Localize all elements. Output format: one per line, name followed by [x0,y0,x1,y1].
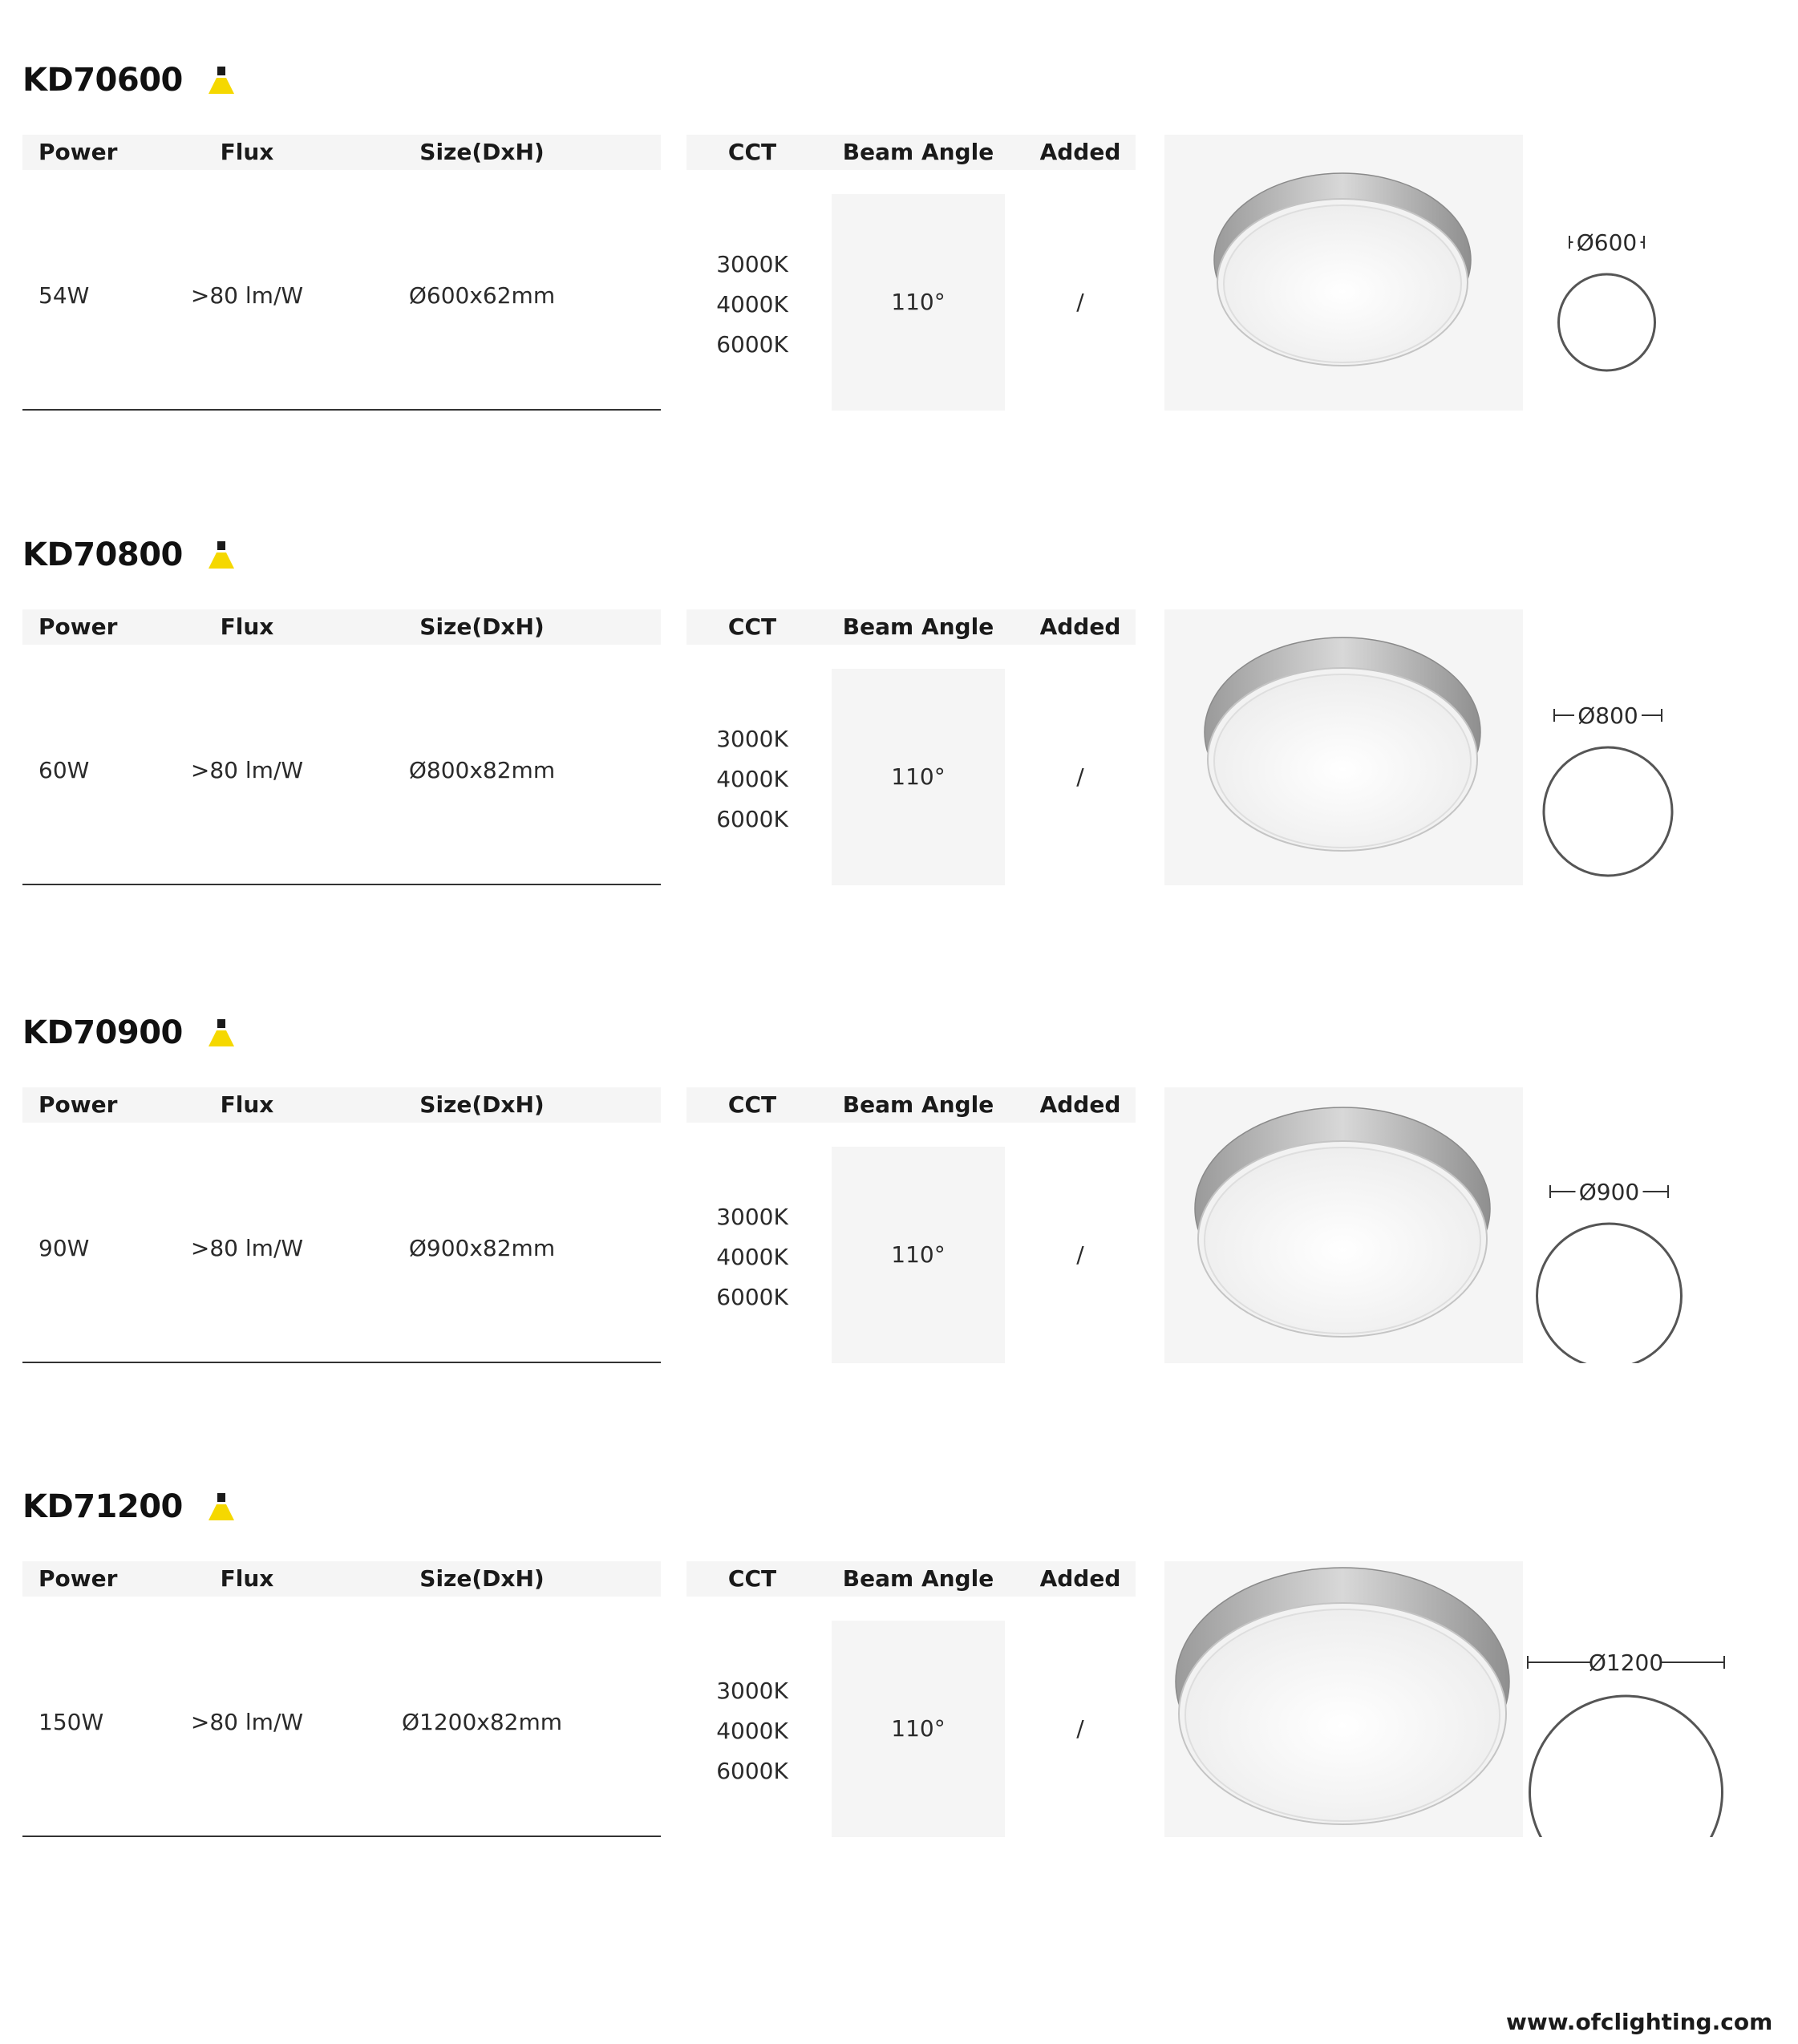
product-photo [1164,1561,1523,1837]
spec-header-right [686,1087,1136,1123]
column-header-added: Added [1039,613,1121,640]
added-value: / [1076,289,1084,315]
added-value: / [1076,1715,1084,1742]
cct-value: 3000K [716,1204,788,1230]
product-section [0,953,1798,1370]
cct-value: 6000K [716,331,788,358]
cct-list [686,245,818,365]
beam-angle-value: 110° [891,289,946,315]
cct-value: 6000K [716,806,788,832]
size-value: Ø1200x82mm [401,1709,563,1735]
column-header-beam-angle: Beam Angle [842,139,994,165]
size-value: Ø900x82mm [408,1235,556,1261]
cct-value: 6000K [716,1284,788,1310]
product-title-row [22,56,236,104]
product-photo [1164,1087,1523,1363]
column-header-size: Size(DxH) [419,1565,545,1592]
table-rule [22,884,661,885]
column-header-cct: CCT [727,1565,777,1592]
added-value: / [1076,763,1084,790]
ceiling-lamp-icon [207,541,236,569]
ceiling-lamp-icon [207,1019,236,1046]
dimension-svg [1524,1561,1798,1837]
cct-value: 4000K [716,1244,788,1270]
column-header-flux: Flux [220,1091,274,1118]
product-photo [1164,135,1523,411]
column-header-beam-angle: Beam Angle [842,1091,994,1118]
model-number: KD71200 [22,1488,183,1525]
diameter-label: Ø1200 [1588,1649,1664,1676]
beam-angle-value: 110° [891,1241,946,1268]
column-header-flux: Flux [220,1565,274,1592]
column-header-cct: CCT [727,139,777,165]
product-photo [1164,609,1523,885]
added-value: / [1076,1241,1084,1268]
model-number: KD70900 [22,1014,183,1051]
column-header-beam-angle: Beam Angle [842,613,994,640]
spec-header-left [22,609,661,645]
power-value: 90W [38,1235,90,1261]
dimension-drawing [1524,1561,1798,1837]
website-footer: www.ofclighting.com [1506,2009,1773,2035]
cct-list [686,1671,818,1791]
column-header-size: Size(DxH) [419,1091,545,1118]
beam-angle-value: 110° [891,763,946,790]
column-header-size: Size(DxH) [419,139,545,165]
flux-value: >80 lm/W [190,1709,304,1735]
diameter-label: Ø900 [1578,1179,1640,1205]
column-header-added: Added [1039,139,1121,165]
dimension-svg [1524,135,1798,411]
cct-value: 4000K [716,766,788,792]
spec-header-right [686,135,1136,170]
cct-value: 4000K [716,291,788,318]
power-value: 150W [38,1709,104,1735]
spec-header-left [22,1561,661,1597]
cct-value: 3000K [716,1678,788,1704]
column-header-beam-angle: Beam Angle [842,1565,994,1592]
diameter-label: Ø600 [1576,229,1638,256]
flux-value: >80 lm/W [190,282,304,309]
ceiling-lamp-icon [207,67,236,94]
cct-value: 3000K [716,726,788,752]
table-rule [22,1836,661,1837]
dimension-drawing [1524,135,1798,411]
size-value: Ø600x62mm [408,282,556,309]
spec-header-right [686,1561,1136,1597]
product-section [0,0,1798,417]
cct-value: 3000K [716,251,788,277]
flux-value: >80 lm/W [190,1235,304,1261]
column-header-power: Power [38,139,118,165]
column-header-added: Added [1039,1565,1121,1592]
spec-header-left [22,135,661,170]
ceiling-lamp-icon [207,1493,236,1520]
diameter-label: Ø800 [1577,702,1638,729]
dimension-drawing [1524,1087,1798,1363]
dimension-svg [1524,609,1798,885]
column-header-flux: Flux [220,613,274,640]
product-title-row [22,1009,236,1057]
cct-list [686,719,818,840]
power-value: 60W [38,757,90,783]
dimension-drawing [1524,609,1798,885]
product-title-row [22,1483,236,1531]
product-section [0,1427,1798,1844]
beam-angle-value: 110° [891,1715,946,1742]
table-rule [22,1362,661,1363]
product-title-row [22,531,236,579]
column-header-power: Power [38,1565,118,1592]
cct-value: 4000K [716,1718,788,1744]
spec-header-right [686,609,1136,645]
size-value: Ø800x82mm [408,757,556,783]
column-header-size: Size(DxH) [419,613,545,640]
product-section [0,475,1798,892]
column-header-added: Added [1039,1091,1121,1118]
column-header-flux: Flux [220,139,274,165]
spec-header-left [22,1087,661,1123]
flux-value: >80 lm/W [190,757,304,783]
column-header-power: Power [38,613,118,640]
power-value: 54W [38,282,90,309]
column-header-cct: CCT [727,613,777,640]
model-number: KD70800 [22,536,183,573]
column-header-power: Power [38,1091,118,1118]
dimension-svg [1524,1087,1798,1363]
cct-list [686,1197,818,1317]
model-number: KD70600 [22,62,183,99]
table-rule [22,409,661,411]
cct-value: 6000K [716,1758,788,1784]
column-header-cct: CCT [727,1091,777,1118]
